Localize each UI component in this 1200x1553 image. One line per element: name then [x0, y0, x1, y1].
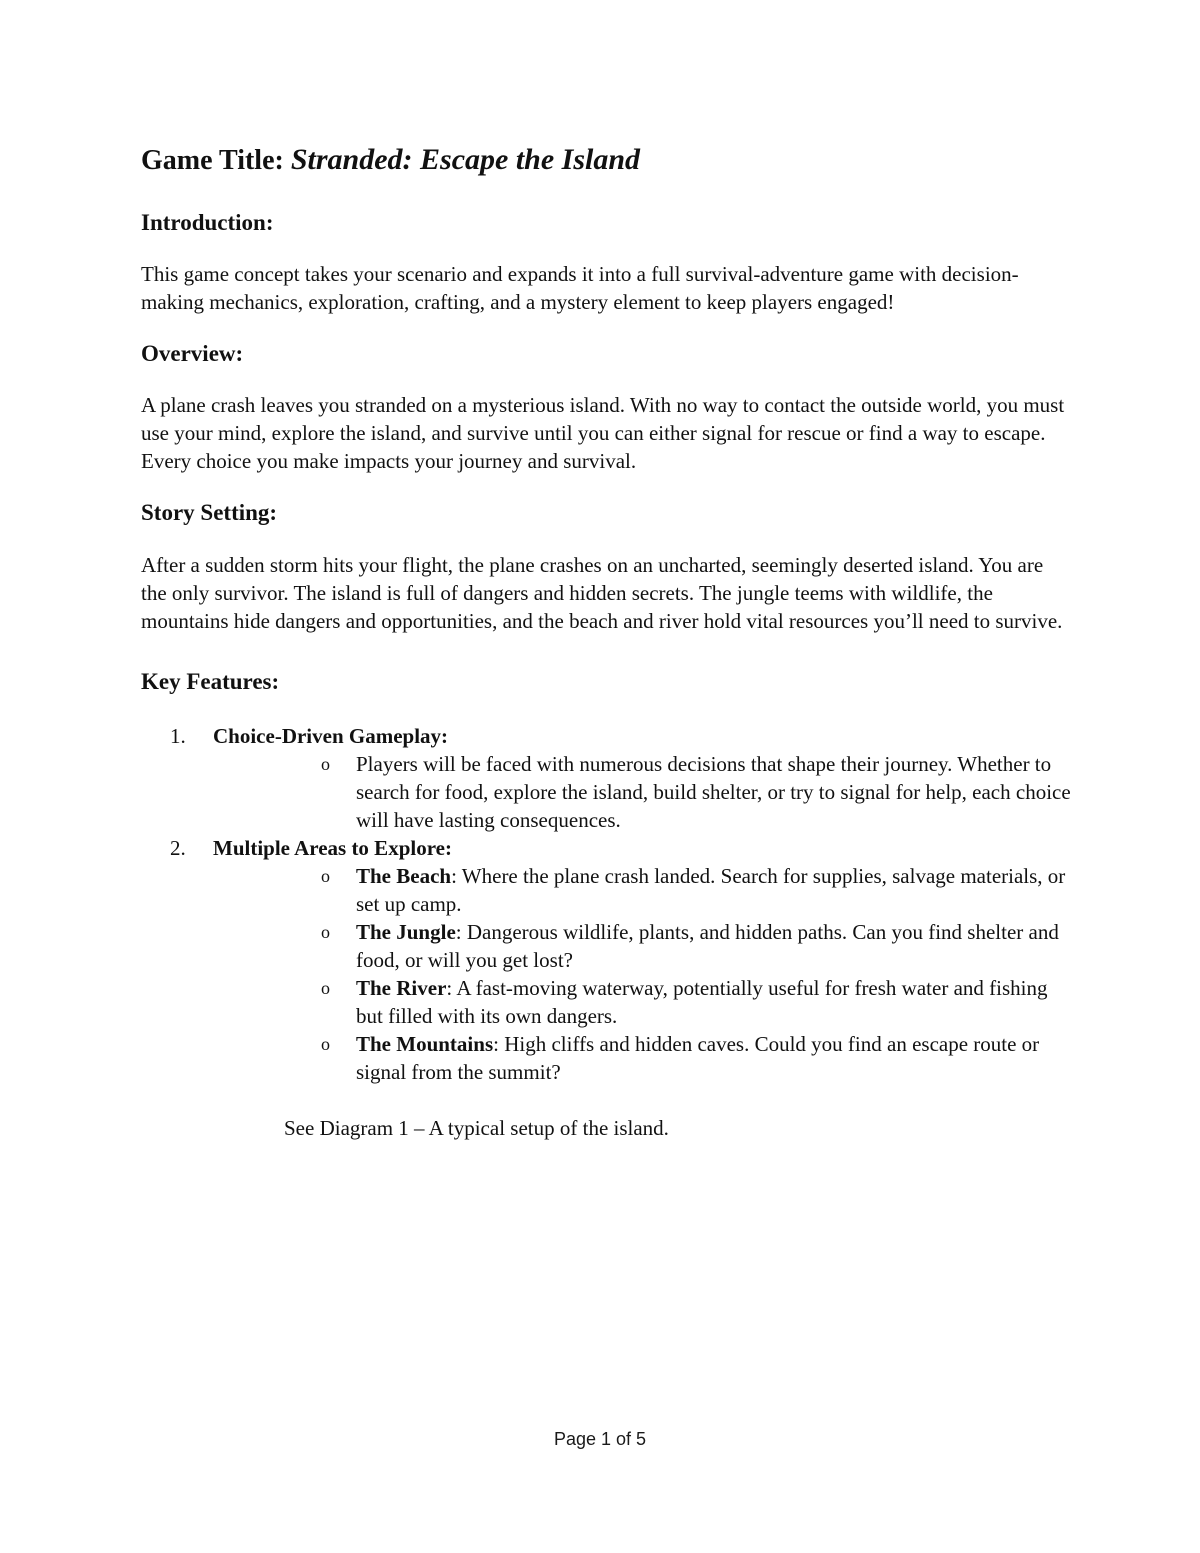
list-item — [213, 918, 1071, 974]
page-number-footer: Page 1 of 5 — [553, 1429, 647, 1449]
area-title: The River — [356, 976, 447, 1000]
list-item-text: : Dangerous wildlife, plants, and hidden paths. Can you find shelter and food, or will you get lost? — [356, 920, 1059, 972]
feature-number: 2. — [170, 836, 186, 860]
feature-item-choice-driven — [141, 722, 1071, 834]
key-features-list — [141, 722, 1071, 1086]
story-setting-text: After a sudden storm hits your flight, the plane crashes on an uncharted, seemingly deserted island. You are the only survivor. The island is full of dangers and hidden secrets. The jungle teems with wildlife, the mountains hide dangers and opportunities, and the beach and river hold vital resources you’ll need to survive. — [141, 553, 1063, 633]
bullet-marker: o — [321, 1034, 330, 1054]
story-setting-heading: Story Setting: — [141, 500, 278, 525]
area-title: The Mountains — [356, 1032, 494, 1056]
feature-sublist — [213, 862, 1071, 1086]
list-item-text: : Where the plane crash landed. Search for supplies, salvage materials, or set up camp. — [356, 864, 1066, 916]
game-title-value: Stranded: Escape the Island — [290, 143, 641, 176]
feature-sublist — [213, 750, 1071, 834]
bullet-marker: o — [321, 922, 330, 942]
list-item — [213, 862, 1071, 918]
document-body — [141, 138, 1071, 1142]
bullet-marker: o — [321, 978, 330, 998]
list-item-text: : High cliffs and hidden caves. Could you find an escape route or signal from the summit? — [356, 1032, 1040, 1084]
overview-heading: Overview: — [141, 341, 244, 366]
area-title: The Jungle — [356, 920, 456, 944]
game-title — [141, 138, 1071, 183]
bullet-marker: o — [321, 754, 330, 774]
list-item-text: Players will be faced with numerous decisions that shape their journey. Whether to search for food, explore the island, build shelter, or try to signal for help, each choice will have lasting consequences. — [356, 752, 1071, 832]
list-item — [213, 1030, 1071, 1086]
list-item — [213, 750, 1071, 834]
introduction-heading: Introduction: — [141, 210, 274, 235]
introduction-text: This game concept takes your scenario and expands it into a full survival-adventure game with decision-making mechanics, exploration, crafting, and a mystery element to keep players engaged! — [141, 262, 1019, 314]
key-features-heading: Key Features: — [141, 669, 280, 694]
feature-item-multiple-areas — [141, 834, 1071, 1086]
feature-title: Multiple Areas to Explore: — [213, 836, 452, 860]
list-item-text: : A fast-moving waterway, potentially useful for fresh water and fishing but filled with its own dangers. — [356, 976, 1048, 1028]
feature-title: Choice-Driven Gameplay: — [213, 724, 449, 748]
feature-number: 1. — [170, 724, 186, 748]
game-title-label: Game Title: — [141, 145, 284, 176]
diagram-reference-note: See Diagram 1 – A typical setup of the island. — [284, 1116, 669, 1140]
bullet-marker: o — [321, 866, 330, 886]
overview-text: A plane crash leaves you stranded on a mysterious island. With no way to contact the outside world, you must use your mind, explore the island, and survive until you can either signal for rescue or find a way to escape. Every choice you make impacts your journey and survival. — [141, 393, 1065, 473]
area-title: The Beach — [356, 864, 452, 888]
list-item — [213, 974, 1071, 1030]
